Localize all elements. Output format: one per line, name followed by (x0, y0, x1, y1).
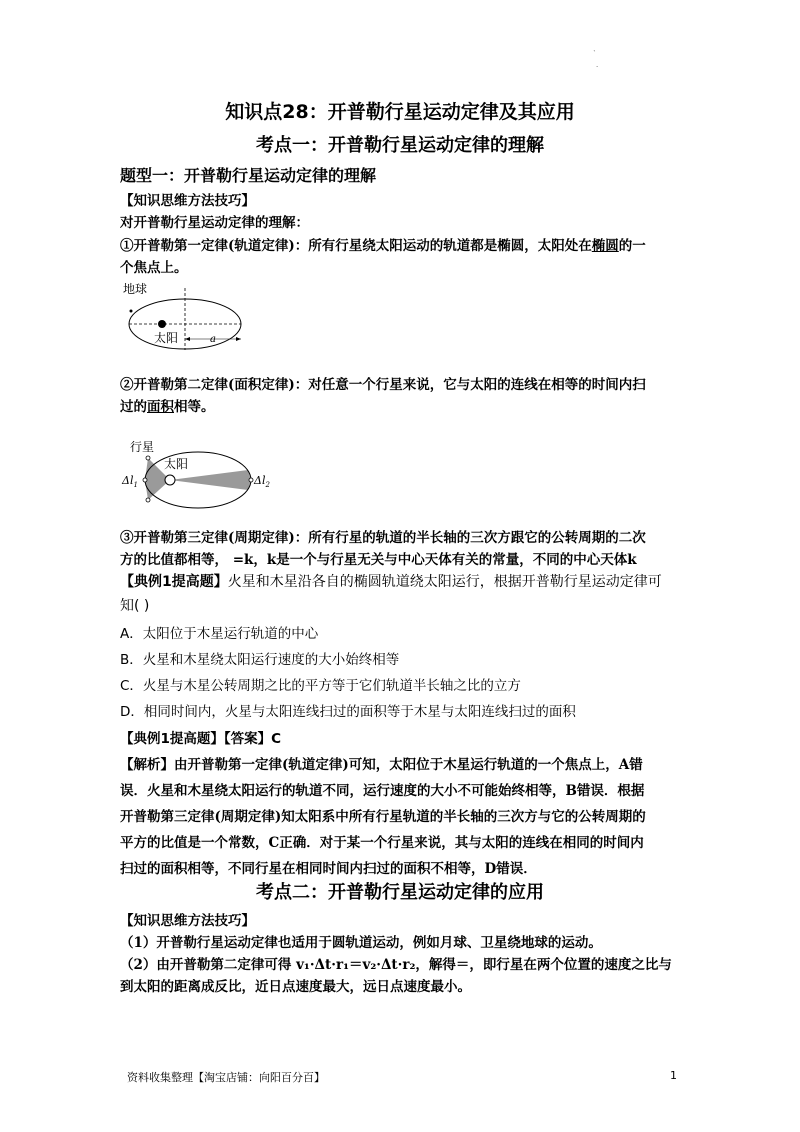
corner-mark: ` (593, 50, 597, 58)
law2-text: 过的 (120, 399, 147, 415)
answer-line (120, 727, 281, 747)
answer-value: C (271, 731, 282, 747)
law2-underlined: 面积 (147, 399, 174, 415)
earth-label: 地球 (123, 282, 148, 296)
arrow-head-left (185, 337, 190, 341)
tips-label: 【知识思维方法技巧】 (120, 193, 255, 209)
page-number: 1 (670, 1069, 677, 1082)
law2-text-tail: 相等。 (174, 399, 215, 415)
analysis-line: 开普勒第三定律(周期定律)知太阳系中所有行星轨道的半长轴的三次方与它的公转周期的 (120, 809, 646, 825)
section1-heading: 考点一：开普勒行星运动定律的理解 (256, 135, 544, 156)
example-stem-2: 知( ) (120, 598, 150, 614)
a-label: a (210, 334, 216, 345)
item2-line-2: 到太阳的距离成反比，近日点速度最大，远日点速度最小。 (120, 979, 471, 995)
sun-label-2: 太阳 (164, 457, 189, 471)
type-heading: 题型一：开普勒行星运动定律的理解 (120, 166, 377, 185)
intro-text: 对开普勒行星运动定律的理解： (120, 215, 309, 231)
section2-heading: 考点二：开普勒行星运动定律的应用 (256, 882, 544, 903)
earth-dot (130, 310, 133, 313)
answer-label: 【典例1提高题】【答案】 (120, 731, 272, 747)
area-law-figure (118, 436, 278, 512)
example-label: 【典例1提高题】 (120, 574, 228, 590)
planet-dot (143, 478, 147, 482)
option-b: B．火星和木星绕太阳运行速度的大小始终相等 (120, 652, 400, 668)
planet-dot (249, 478, 253, 482)
option-d: D．相同时间内，火星与太阳连线扫过的面积等于木星与太阳连线扫过的面积 (120, 704, 576, 720)
option-c: C．火星与木星公转周期之比的平方等于它们轨道半长轴之比的立方 (120, 678, 521, 694)
law3-line-2: 方的比值都相等， =k，k是一个与行星无关与中心天体有关的常量，不同的中心天体k (120, 552, 637, 568)
law1-line (120, 235, 680, 257)
sun-dot (158, 320, 166, 328)
law2-line: ②开普勒第二定律(面积定律)：对任意一个行星来说，它与太阳的连线在相等的时间内扫 (120, 377, 646, 393)
corner-mark: · (596, 63, 599, 71)
planet-dot (146, 498, 150, 502)
law1-underlined: 椭圆 (591, 238, 619, 254)
law2-line-2 (120, 396, 680, 418)
analysis-line: 平方的比值是一个常数，C正确．对于某一个行星来说，其与太阳的连线在相同的时间内 (120, 835, 644, 851)
analysis-line: 【解析】由开普勒第一定律(轨道定律)可知，太阳位于木星运行轨道的一个焦点上，A错 (120, 757, 643, 773)
dl2-label: $\Delta l_2$ (254, 474, 270, 489)
planet-dot (146, 456, 150, 460)
law1-text: ①开普勒第一定律(轨道定律)：所有行星绕太阳运动的轨道都是椭圆，太阳处在 (120, 238, 592, 254)
law3-line: ③开普勒第三定律(周期定律)：所有行星的轨道的半长轴的三次方跟它的公转周期的二次 (120, 530, 646, 546)
analysis-line: 扫过的面积相等，不同行星在相同时间内扫过的面积不相等，D错误． (120, 861, 537, 877)
sun-circle (165, 475, 175, 485)
example-stem (120, 571, 680, 593)
law1-line-2: 个焦点上。 (120, 260, 188, 276)
analysis-line: 误．火星和木星绕太阳运行的轨道不同，运行速度的大小不可能始终相等，B错误．根据 (120, 783, 645, 799)
item1-line: （1）开普勒行星运动定律也适用于圆轨道运动，例如月球、卫星绕地球的运动。 (120, 935, 602, 951)
page-title: 知识点28：开普勒行星运动定律及其应用 (225, 101, 575, 123)
law1-text-tail: 的一 (618, 238, 646, 254)
swept-area-2 (170, 470, 251, 490)
arrow-head-right (236, 337, 241, 341)
footer-source: 资料收集整理【淘宝店铺：向阳百分百】 (127, 1071, 325, 1084)
example-stem-text: 火星和木星沿各自的椭圆轨道绕太阳运行，根据开普勒行星运动定律可 (227, 574, 662, 590)
option-a: A．太阳位于木星运行轨道的中心 (120, 626, 319, 642)
dl1-label: $\Delta l_1$ (122, 474, 138, 489)
ellipse-orbit-figure (118, 280, 258, 352)
item2-line: （2）由开普勒第二定律可得 v₁·Δt·r₁＝v₂·Δt·r₂，解得＝，即行星在两个位置的速度之比与 (120, 957, 672, 973)
tips-label-2: 【知识思维方法技巧】 (120, 913, 255, 929)
sun-label: 太阳 (154, 331, 179, 345)
planet-label: 行星 (130, 440, 155, 454)
